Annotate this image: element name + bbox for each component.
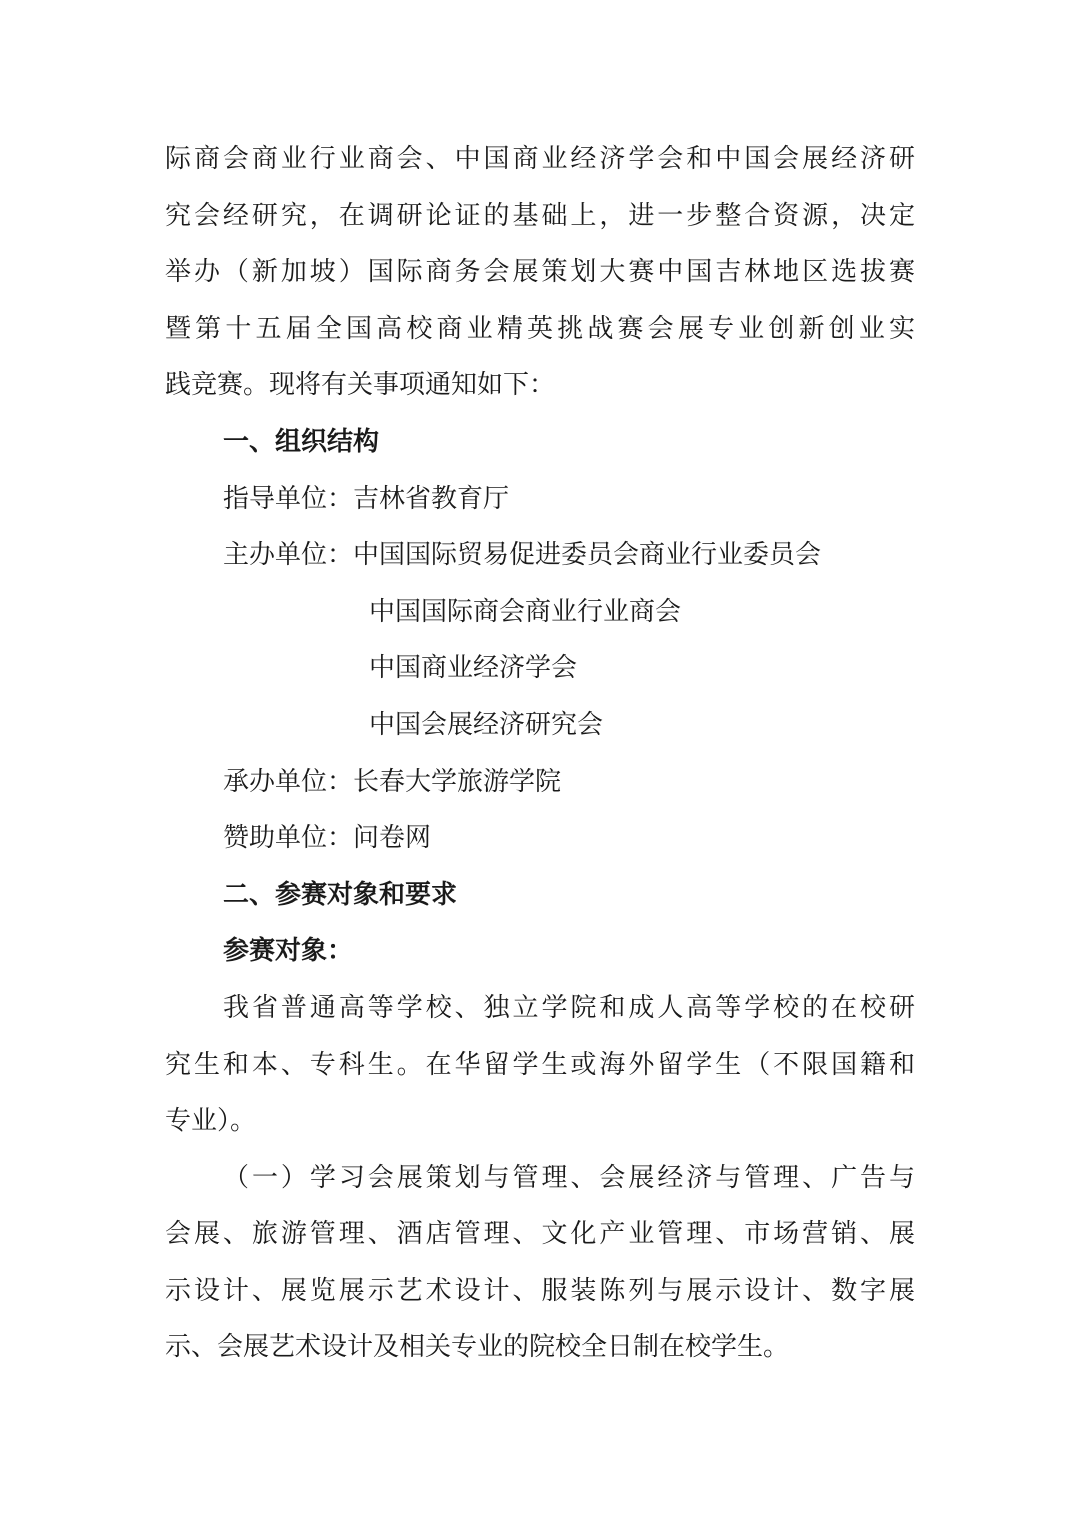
intro-line-3: 举办（新加坡）国际商务会展策划大赛中国吉林地区选拔赛 — [165, 257, 915, 288]
host-unit-4: 中国会展经济研究会 — [369, 709, 604, 740]
para2-line-1: （一）学习会展策划与管理、会展经济与管理、广告与 — [223, 1162, 915, 1193]
para2-line-2: 会展、旅游管理、酒店管理、文化产业管理、市场营销、展 — [165, 1219, 915, 1250]
host-unit-2: 中国国际商会商业行业商会 — [369, 596, 682, 627]
intro-line-4: 暨第十五届全国高校商业精英挑战赛会展专业创新创业实 — [165, 313, 915, 344]
host-unit-3: 中国商业经济学会 — [369, 653, 578, 684]
para1-line-1: 我省普通高等学校、独立学院和成人高等学校的在校研 — [223, 992, 915, 1023]
para1-line-3: 专业）。 — [165, 1106, 257, 1137]
guide-unit: 指导单位：吉林省教育厅 — [223, 483, 510, 514]
document-page — [165, 131, 915, 1376]
section1-heading: 一、组织结构 — [223, 426, 380, 457]
organizer-unit: 承办单位：长春大学旅游学院 — [223, 766, 562, 797]
sponsor-unit: 赞助单位：问卷网 — [223, 823, 432, 854]
intro-line-1: 际商会商业行业商会、中国商业经济学会和中国会展经济研 — [165, 144, 915, 174]
para2-line-4: 示、会展艺术设计及相关专业的院校全日制在校学生。 — [165, 1332, 790, 1363]
section2-subheading: 参赛对象： — [223, 936, 354, 967]
para2-line-3: 示设计、展览展示艺术设计、服装陈列与展示设计、数字展 — [165, 1275, 915, 1306]
section2-heading: 二、参赛对象和要求 — [223, 879, 458, 910]
intro-line-2: 究会经研究，在调研论证的基础上，进一步整合资源，决定 — [165, 200, 915, 231]
intro-line-5: 践竞赛。现将有关事项通知如下： — [165, 370, 556, 401]
host-unit: 主办单位：中国国际贸易促进委员会商业行业委员会 — [223, 540, 822, 571]
para1-line-2: 究生和本、专科生。在华留学生或海外留学生（不限国籍和 — [165, 1049, 915, 1080]
